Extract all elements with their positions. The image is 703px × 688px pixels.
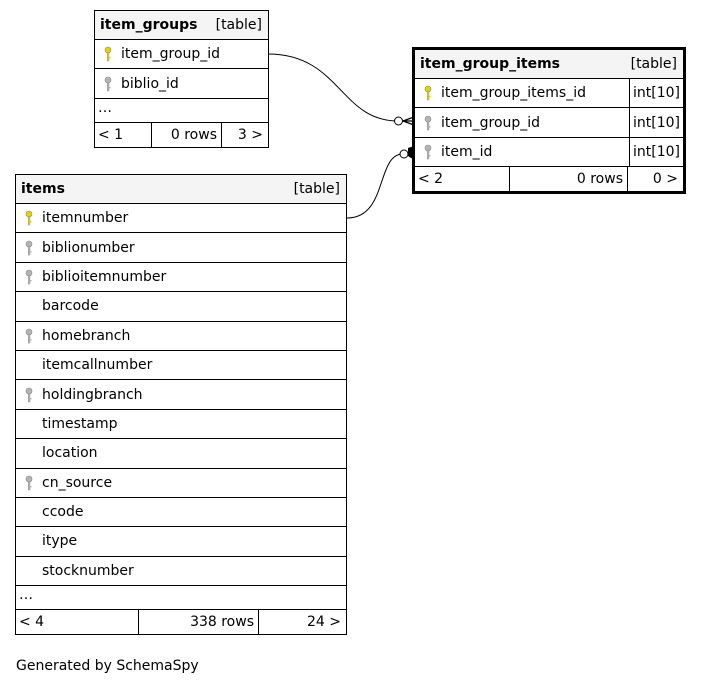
- foreign-key-icon: [415, 115, 441, 131]
- column-name: biblioitemnumber: [42, 268, 167, 285]
- column-name: itemnumber: [42, 210, 129, 227]
- column-row[interactable]: [16, 322, 346, 351]
- edge-item-groups-to-item-group-items: [268, 54, 398, 121]
- column-list: [415, 79, 683, 167]
- foreign-key-icon: [415, 144, 441, 160]
- foreign-key-icon: [16, 269, 42, 285]
- table-footer: [16, 610, 346, 634]
- row-count: 0 rows: [510, 167, 628, 191]
- column-name: item_group_items_id: [441, 85, 586, 102]
- row-count: 0 rows: [152, 123, 222, 147]
- column-name: item_id: [441, 143, 493, 160]
- foreign-key-icon: [16, 475, 42, 491]
- parent-count[interactable]: < 2: [415, 167, 510, 191]
- edge-optional-circle: [400, 150, 408, 158]
- table-footer: [415, 167, 683, 191]
- table-header: [16, 175, 346, 204]
- table-kind: [table]: [215, 17, 262, 33]
- child-count[interactable]: 24 >: [307, 614, 341, 631]
- foreign-key-icon: [95, 76, 121, 92]
- column-list: [16, 204, 346, 586]
- table-name: item_group_items: [420, 56, 561, 72]
- column-list: [95, 40, 268, 99]
- table-item-group-items[interactable]: [412, 47, 686, 194]
- column-name: timestamp: [42, 415, 118, 432]
- row-count: 338 rows: [139, 610, 259, 634]
- foreign-key-icon: [16, 328, 42, 344]
- table-name: items: [21, 181, 65, 197]
- column-row[interactable]: [415, 138, 683, 167]
- foreign-key-icon: [16, 387, 42, 403]
- primary-key-icon: [16, 210, 42, 226]
- column-name: ccode: [42, 504, 84, 521]
- column-row[interactable]: [95, 69, 268, 98]
- table-kind: [table]: [293, 181, 340, 197]
- more-columns: …: [16, 586, 346, 610]
- foreign-key-icon: [16, 240, 42, 256]
- generated-by-text: Generated by SchemaSpy: [16, 658, 199, 674]
- table-items[interactable]: [15, 174, 347, 635]
- column-type: int[10]: [629, 108, 683, 136]
- table-header: [415, 50, 683, 79]
- parent-count[interactable]: < 1: [95, 123, 152, 147]
- column-row[interactable]: [16, 527, 346, 556]
- column-name: item_group_id: [441, 114, 541, 131]
- column-row[interactable]: [16, 557, 346, 586]
- column-row[interactable]: [16, 498, 346, 527]
- column-row[interactable]: [95, 40, 268, 69]
- column-row[interactable]: [16, 263, 346, 292]
- column-name: item_group_id: [121, 46, 221, 63]
- table-kind: [table]: [630, 56, 677, 72]
- primary-key-icon: [415, 85, 441, 101]
- column-type: int[10]: [629, 79, 683, 107]
- column-name: holdingbranch: [42, 386, 143, 403]
- primary-key-icon: [95, 46, 121, 62]
- edge-optional-circle: [395, 117, 403, 125]
- column-type: int[10]: [629, 138, 683, 166]
- table-name: item_groups: [100, 17, 198, 33]
- column-name: biblionumber: [42, 239, 135, 256]
- column-name: biblio_id: [121, 75, 179, 92]
- column-row[interactable]: [16, 410, 346, 439]
- column-row[interactable]: [16, 439, 346, 468]
- child-count[interactable]: 3 >: [237, 126, 263, 143]
- column-name: location: [42, 445, 98, 462]
- column-name: cn_source: [42, 474, 113, 491]
- table-header: [95, 11, 268, 40]
- column-row[interactable]: [16, 380, 346, 409]
- parent-count[interactable]: < 4: [16, 610, 139, 634]
- column-row[interactable]: [16, 292, 346, 321]
- table-item-groups[interactable]: [94, 10, 269, 148]
- column-name: itype: [42, 533, 78, 550]
- column-row[interactable]: [16, 204, 346, 233]
- column-name: barcode: [42, 298, 99, 315]
- child-count[interactable]: 0 >: [652, 171, 678, 188]
- table-footer: [95, 123, 268, 147]
- column-name: itemcallnumber: [42, 357, 153, 374]
- column-row[interactable]: [16, 469, 346, 498]
- column-name: stocknumber: [42, 562, 134, 579]
- more-columns: …: [95, 99, 268, 123]
- edge-items-to-item-group-items: [347, 154, 403, 218]
- column-name: homebranch: [42, 327, 131, 344]
- column-row[interactable]: [16, 233, 346, 262]
- column-row[interactable]: [415, 108, 683, 137]
- column-row[interactable]: [16, 351, 346, 380]
- column-row[interactable]: [415, 79, 683, 108]
